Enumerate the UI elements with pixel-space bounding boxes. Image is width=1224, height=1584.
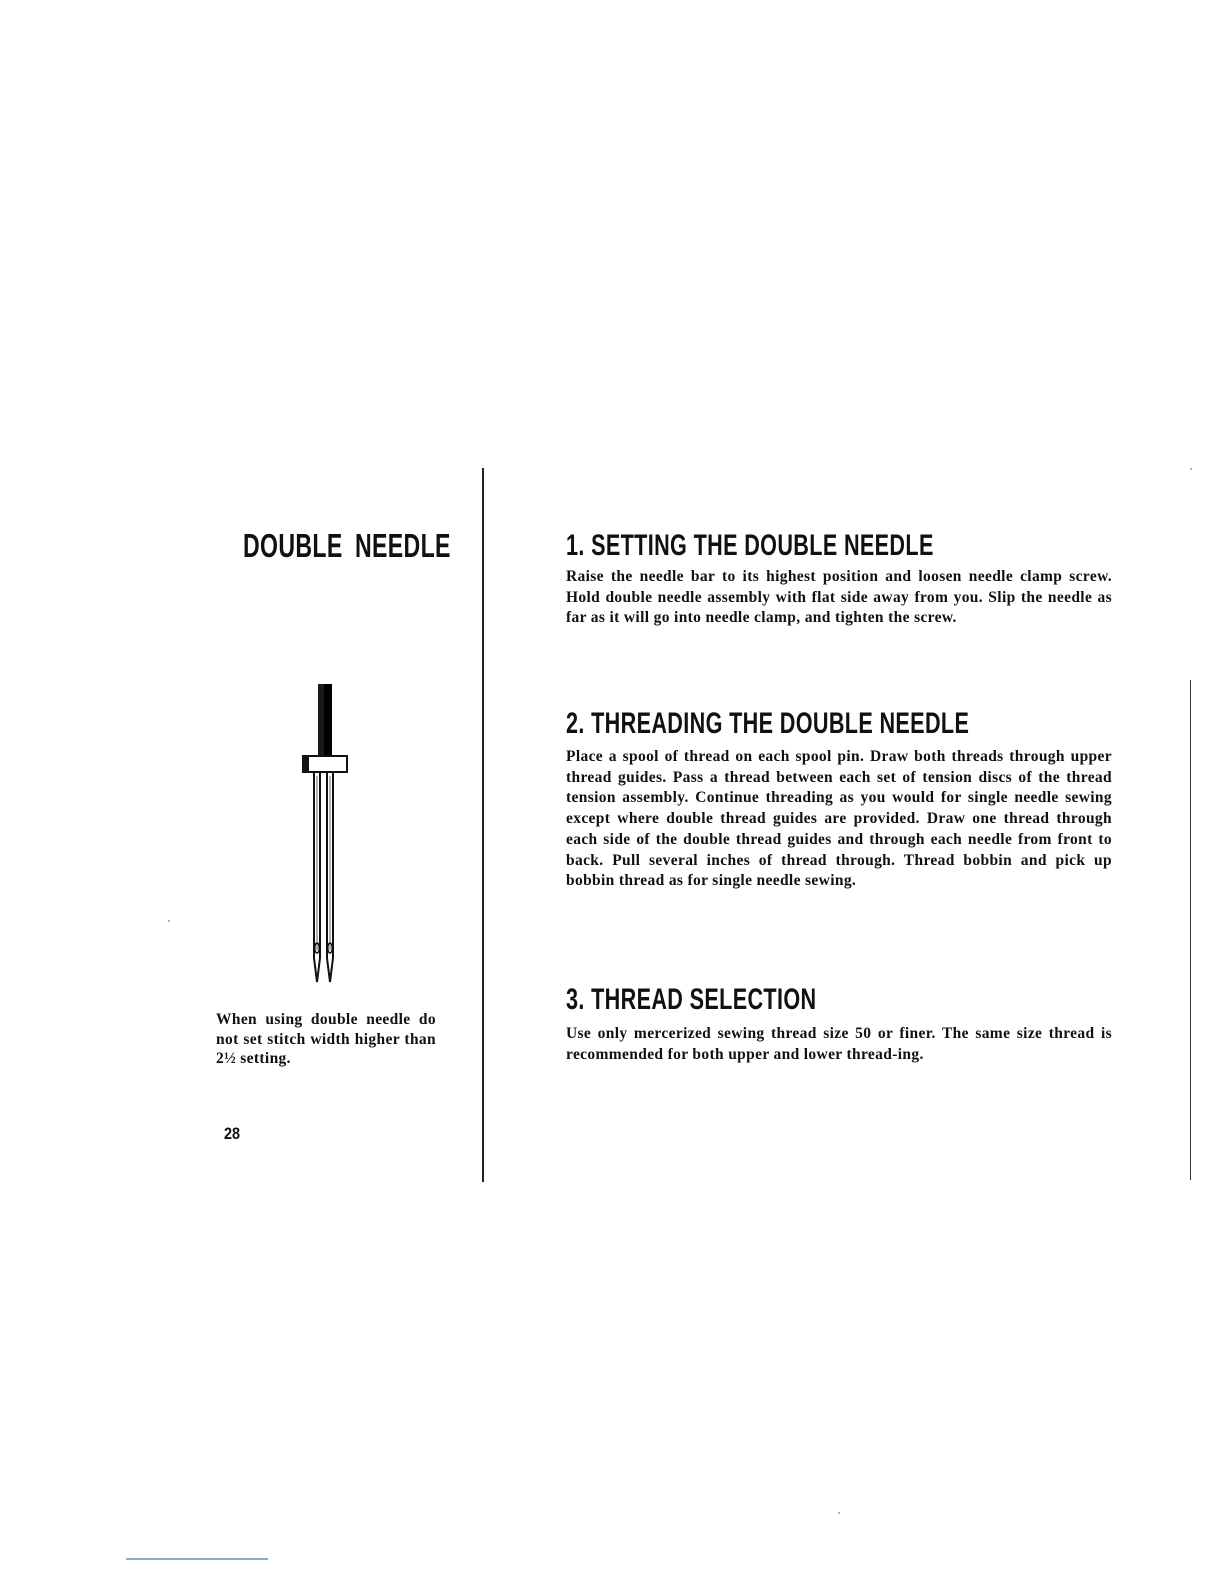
scan-artifact-dot xyxy=(1190,468,1192,470)
figure-caption: When using double needle do not set stitch width higher than 2½ setting. xyxy=(216,1011,436,1067)
section-title: 1. SETTING THE DOUBLE NEEDLE xyxy=(566,529,934,562)
section-title: 3. THREAD SELECTION xyxy=(566,983,817,1016)
section-body: Use only mercerized sewing thread size 50 or finer. The same size thread is recommended for both upper and lower thread-ing. xyxy=(566,1025,1112,1063)
double-needle-icon xyxy=(298,680,358,1000)
section-body: Raise the needle bar to its highest position and loosen needle clamp screw. Hold double needle assembly with flat side away from you. Slip the needle as far as it will go into needle clamp, and tighten the screw. xyxy=(566,568,1112,627)
scan-artifact-line xyxy=(126,1558,268,1560)
scan-artifact-dot xyxy=(838,1512,840,1514)
scan-artifact-dot xyxy=(168,920,170,922)
page-edge-line xyxy=(1190,680,1191,1180)
column-divider xyxy=(482,468,484,1182)
page-number: 28 xyxy=(224,1124,241,1143)
page-title: DOUBLE NEEDLE xyxy=(243,527,451,564)
section-title: 2. THREADING THE DOUBLE NEEDLE xyxy=(566,707,970,740)
section-body: Place a spool of thread on each spool pin. Draw both threads through upper thread guides. Pass a thread between each set of tension discs of the thread tension assembly. Continue threading as you would for single needle sewing except where double thread guides are provided. Draw one thread through each side of the double thread guides and through each needle from front to back. Pull several inches of thread through. Thread bobbin and pick up bobbin thread as for single needle sewing. xyxy=(566,748,1112,890)
